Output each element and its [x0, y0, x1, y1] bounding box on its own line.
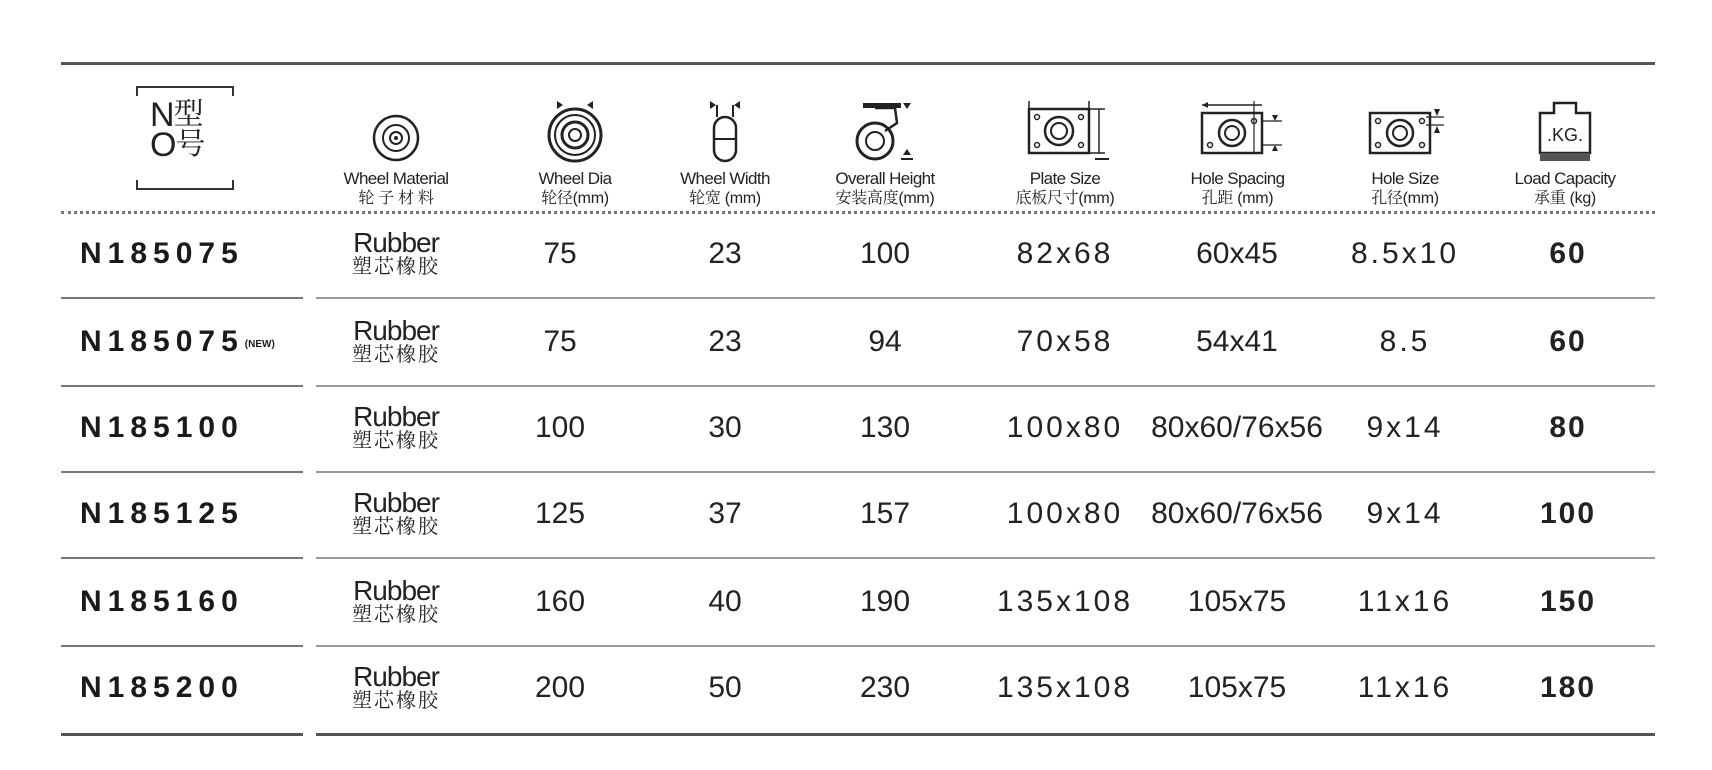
hole-size-value: 11x16 [1357, 585, 1453, 618]
header-label-cn: 轮径(mm) [541, 190, 609, 207]
load-capacity-value: 60 [1549, 325, 1587, 358]
load-capacity-value: 80 [1549, 411, 1587, 444]
wheel-width-value: 37 [708, 497, 742, 530]
table-top-rule [61, 62, 1655, 65]
material-en: Rubber [353, 487, 439, 518]
material-cn: 塑芯橡胶 [352, 430, 440, 452]
header-label-cn: 孔径(mm) [1371, 190, 1439, 207]
load-capacity-value: 180 [1539, 671, 1597, 704]
plate-size-value: 100x80 [1006, 497, 1124, 530]
header-wheel-width [660, 70, 790, 208]
wheel-dia-value: 75 [543, 237, 577, 270]
header-load-capacity [1490, 70, 1640, 208]
wheel-material [316, 472, 476, 556]
header-plate-size [990, 70, 1140, 208]
new-tag: (NEW) [244, 338, 275, 350]
row-divider-right [316, 297, 1655, 299]
weight-kg-icon [1530, 93, 1600, 163]
header-label-en: Wheel Width [680, 169, 770, 188]
load-capacity-value: 60 [1549, 237, 1587, 270]
wheel-material [316, 386, 476, 470]
table-bottom-rule-left [61, 733, 303, 736]
hole-spacing-icon [1188, 93, 1288, 163]
material-en: Rubber [353, 575, 439, 606]
plate-size-value: 100x80 [1006, 411, 1124, 444]
header-label-cn: 安装高度(mm) [835, 190, 935, 207]
wheel-width-value: 23 [708, 325, 742, 358]
material-cn: 塑芯橡胶 [352, 344, 440, 366]
wheel-diameter-icon [535, 93, 615, 163]
material-cn: 塑芯橡胶 [352, 604, 440, 626]
wheel-width-value: 30 [708, 411, 742, 444]
material-cn: 塑芯橡胶 [352, 690, 440, 712]
table-bottom-rule-right [316, 733, 1655, 736]
model-number: N185075 [80, 237, 244, 270]
plate-size-value: 70x58 [1016, 325, 1114, 358]
row-divider-right [316, 557, 1655, 559]
wheel-material [316, 646, 476, 730]
header-overall-height [810, 70, 960, 208]
overall-height-value: 94 [868, 325, 902, 358]
material-cn: 塑芯橡胶 [352, 516, 440, 538]
wheel-dia-value: 125 [534, 497, 586, 530]
plate-size-icon [1015, 93, 1115, 163]
wheel-dia-value: 160 [534, 585, 586, 618]
overall-height-value: 100 [859, 237, 911, 270]
header-label-cn: 底板尺寸(mm) [1015, 190, 1115, 207]
hole-size-value: 11x16 [1357, 671, 1453, 704]
header-label-en: Load Capacity [1514, 169, 1616, 188]
hole-spacing-value: 105x75 [1187, 585, 1287, 618]
bracket-top [136, 86, 234, 96]
header-label-en: Hole Size [1371, 169, 1439, 188]
table-row [0, 472, 1712, 556]
hole-spacing-value: 80x60/76x56 [1151, 411, 1323, 444]
header-wheel-dia [500, 70, 650, 208]
hole-spacing-value: 80x60/76x56 [1151, 497, 1323, 530]
hole-spacing-value: 105x75 [1187, 671, 1287, 704]
table-row [0, 646, 1712, 730]
hole-size-icon [1360, 93, 1450, 163]
material-cn: 塑芯橡胶 [352, 256, 440, 278]
header-label-en: Overall Height [835, 169, 935, 188]
model-number: N185075 (NEW) [80, 325, 275, 358]
load-capacity-value: 150 [1539, 585, 1597, 618]
material-en: Rubber [353, 661, 439, 692]
wheel-width-value: 50 [708, 671, 742, 704]
table-row [0, 300, 1712, 384]
model-number: N185200 [80, 671, 244, 704]
load-capacity-value: 100 [1539, 497, 1597, 530]
overall-height-value: 230 [859, 671, 911, 704]
material-en: Rubber [353, 315, 439, 346]
table-row [0, 386, 1712, 470]
overall-height-value: 190 [859, 585, 911, 618]
material-en: Rubber [353, 401, 439, 432]
hole-size-value: 8.5 [1379, 325, 1431, 358]
header-hole-spacing [1160, 70, 1315, 208]
header-label-en: Plate Size [1029, 169, 1101, 188]
wheel-dia-value: 100 [534, 411, 586, 444]
hole-size-value: 9x14 [1366, 411, 1444, 444]
wheel-dia-value: 200 [534, 671, 586, 704]
row-divider-left [61, 297, 303, 299]
row-divider-left [61, 557, 303, 559]
overall-height-value: 130 [859, 411, 911, 444]
wheel-material [316, 212, 476, 296]
model-number: N185100 [80, 411, 244, 444]
material-en: Rubber [353, 227, 439, 258]
bracket-bottom [136, 180, 234, 190]
wheel-width-icon [700, 93, 750, 163]
header-hole-size [1335, 70, 1475, 208]
header-label-en: Hole Spacing [1190, 169, 1285, 188]
hole-spacing-value: 54x41 [1196, 325, 1278, 358]
wheel-front-icon [371, 93, 421, 163]
model-number: N185160 [80, 585, 244, 618]
header-label-cn: 轮 子 材 料 [358, 190, 434, 207]
wheel-material [316, 560, 476, 644]
model-number: N185125 [80, 497, 244, 530]
table-row [0, 212, 1712, 296]
header-label-cn: 承重 (kg) [1534, 190, 1596, 207]
table-header [0, 70, 1712, 208]
header-wheel-material [316, 70, 476, 208]
header-label-cn: 轮宽 (mm) [689, 190, 761, 207]
header-label-en: Wheel Dia [538, 169, 612, 188]
hole-spacing-value: 60x45 [1196, 237, 1278, 270]
plate-size-value: 82x68 [1016, 237, 1114, 270]
plate-size-value: 135x108 [996, 585, 1134, 618]
caster-height-icon [845, 93, 925, 163]
wheel-dia-value: 75 [543, 325, 577, 358]
model-number-header [136, 86, 234, 190]
wheel-width-value: 23 [708, 237, 742, 270]
plate-size-value: 135x108 [996, 671, 1134, 704]
wheel-width-value: 40 [708, 585, 742, 618]
header-label-en: Wheel Material [343, 169, 449, 188]
header-label-cn: 孔距 (mm) [1201, 190, 1274, 207]
table-row [0, 560, 1712, 644]
hole-size-value: 9x14 [1366, 497, 1444, 530]
hole-size-value: 8.5x10 [1350, 237, 1460, 270]
svg-text:.KG.: .KG. [1546, 125, 1584, 145]
model-number-label: N 型 O 号 [150, 96, 205, 164]
wheel-material [316, 300, 476, 384]
overall-height-value: 157 [859, 497, 911, 530]
